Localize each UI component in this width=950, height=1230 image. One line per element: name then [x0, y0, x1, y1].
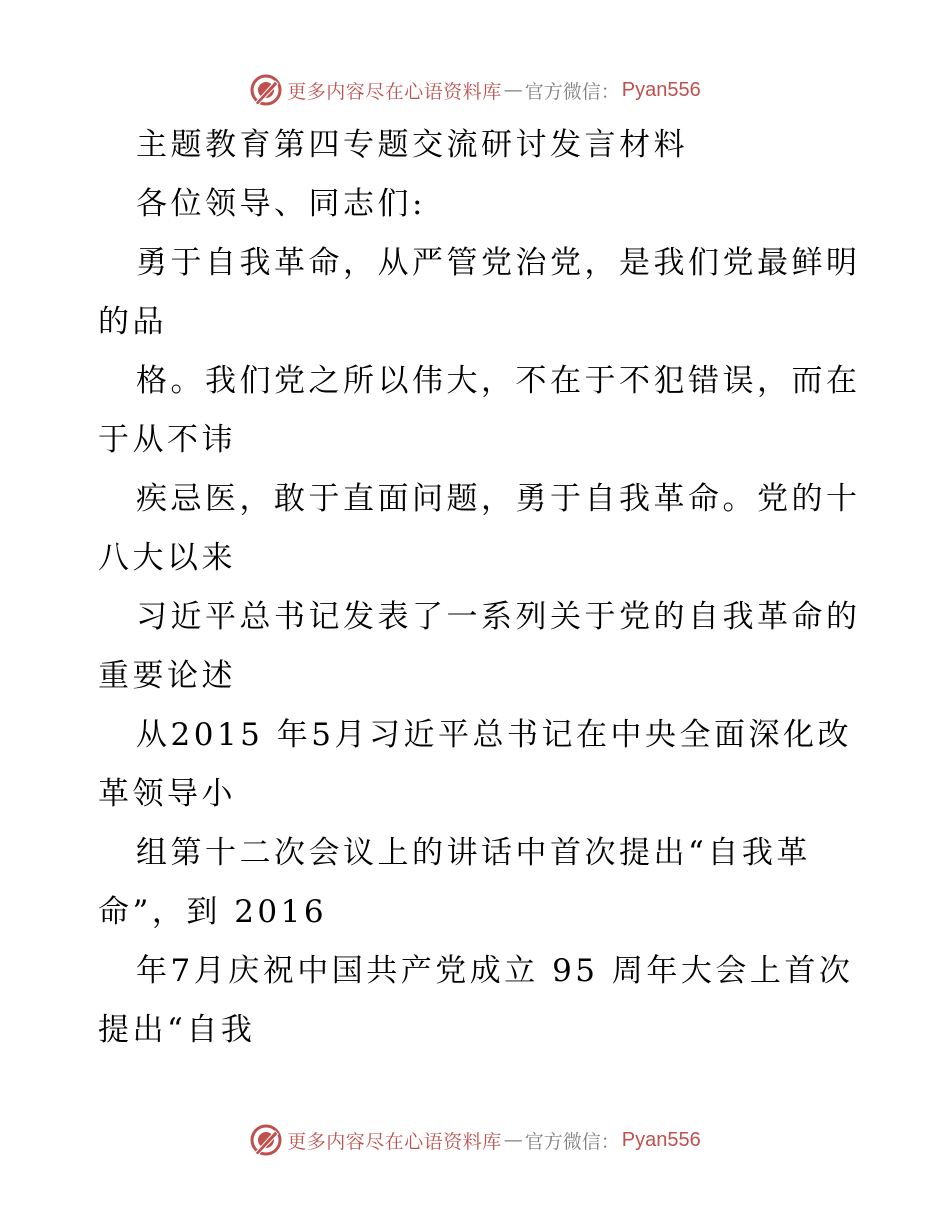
pen-logo-icon: [249, 73, 283, 107]
document-title: 主题教育第四专题交流研讨发言材料: [136, 127, 688, 163]
document-body: [98, 116, 861, 1060]
footer-text: 更多内容尽在心语资料库: [287, 1130, 502, 1153]
text-line: 八大以来: [98, 540, 236, 576]
text-line: 提出“自我: [98, 1012, 256, 1048]
text-line: 革领导小: [98, 776, 236, 812]
salutation: 各位领导、同志们:: [136, 186, 426, 222]
footer-banner: [0, 1120, 950, 1160]
text-line: 疾忌医，敢于直面问题，勇于自我革命。党的十: [136, 481, 861, 517]
header-text: 更多内容尽在心语资料库: [287, 80, 502, 103]
text-line: 习近平总书记发表了一系列关于党的自我革命的: [136, 599, 861, 635]
text-line: 从2015 年5月习近平总书记在中央全面深化改: [136, 717, 852, 753]
header-banner: [0, 70, 950, 110]
text-line: 组第十二次会议上的讲话中首次提出“自我革: [136, 835, 811, 871]
header-wechat-label: 官方微信：: [524, 80, 620, 103]
footer-wechat-label: 官方微信：: [524, 1130, 620, 1153]
text-line: 于从不讳: [98, 422, 236, 458]
header-wechat-id: Pyan556: [621, 78, 701, 101]
header-dash: —: [503, 79, 523, 101]
pen-logo-icon: [249, 1123, 283, 1157]
text-line: 勇于自我革命，从严管党治党，是我们党最鲜明: [136, 245, 861, 281]
text-line: 重要论述: [98, 658, 236, 694]
text-line: 命”，到 2016: [98, 894, 328, 930]
text-line: 的品: [98, 304, 167, 340]
footer-dash: —: [503, 1129, 523, 1151]
text-line: 格。我们党之所以伟大，不在于不犯错误，而在: [136, 363, 861, 399]
text-line: 年7月庆祝中国共产党成立 95 周年大会上首次: [136, 953, 854, 989]
footer-wechat-id: Pyan556: [621, 1128, 701, 1151]
